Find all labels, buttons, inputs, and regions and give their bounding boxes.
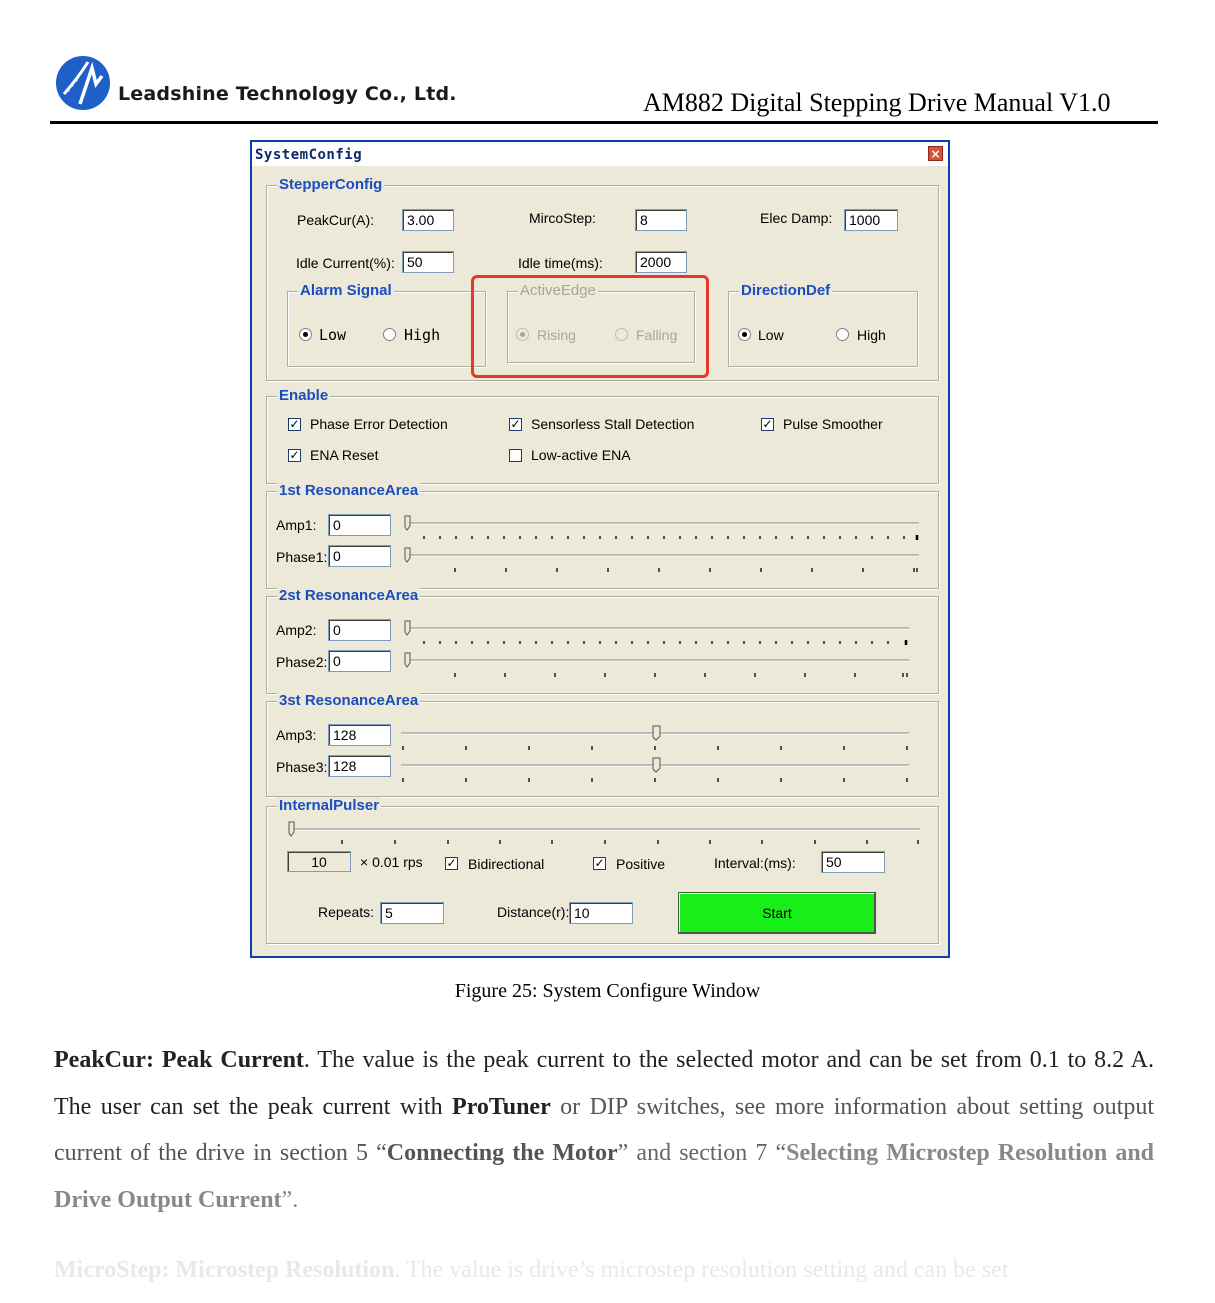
distance-input[interactable]: 10 (569, 902, 633, 924)
peakcur-text-4: ”. (281, 1186, 299, 1213)
direction-low-radio[interactable] (738, 328, 751, 341)
peakcur-paragraph (54, 1037, 1154, 1223)
interval-input[interactable]: 50 (821, 851, 885, 873)
active-edge-label: ActiveEdge (520, 282, 596, 299)
direction-high-label: High (857, 327, 886, 343)
sensorless-stall-detection-checkbox[interactable]: ✓ (510, 417, 521, 431)
dialog-titlebar[interactable] (252, 142, 948, 166)
idle-current-label: Idle Current(%): (296, 255, 395, 271)
amp1-input[interactable]: 0 (328, 514, 391, 536)
protuner-term: ProTuner (452, 1093, 551, 1120)
peakcur-text-1: . The value is the peak current to the selected motor and can be set from 0.1 to 8.2 A. The user can set the peak current with (54, 1047, 1155, 1120)
bidirectional-label: Bidirectional (468, 856, 545, 872)
connecting-motor-ref: Connecting the Motor (386, 1140, 618, 1166)
microstep-paragraph (54, 1247, 1154, 1294)
microstep-label: MircoStep: (529, 210, 596, 226)
repeats-label: Repeats: (318, 904, 375, 920)
document-title: AM882 Digital Stepping Drive Manual V1.0 (643, 88, 1111, 117)
phase2-label: Phase2: (276, 654, 328, 670)
bidirectional-checkbox[interactable]: ✓ (446, 856, 457, 870)
resonance-area-2-label: 2st ResonanceArea (279, 587, 419, 604)
pulser-speed-unit: × 0.01 rps (360, 854, 423, 870)
amp1-label: Amp1: (276, 517, 317, 533)
peakcur-text-2: or DIP switches, see more information about setting output current of the drive in section 5 “ (54, 1093, 1155, 1166)
resonance-area-1-label: 1st ResonanceArea (279, 482, 419, 499)
company-name: Leadshine Technology Co., Ltd. (118, 83, 457, 105)
amp2-input[interactable]: 0 (328, 619, 391, 641)
edge-falling-label: Falling (636, 327, 678, 343)
peakcur-text-3: ” and section 7 “ (617, 1140, 787, 1166)
dialog-title: SystemConfig (255, 147, 363, 163)
alarm-signal-label: Alarm Signal (300, 282, 392, 299)
direction-low-label: Low (758, 327, 784, 343)
phase-error-detection-checkbox[interactable]: ✓ (289, 417, 300, 431)
pulser-speed-value: 10 (287, 851, 351, 872)
phase1-label: Phase1: (276, 549, 328, 565)
positive-label: Positive (616, 856, 666, 872)
idle-time-input[interactable]: 2000 (635, 251, 687, 273)
repeats-input[interactable]: 5 (380, 902, 444, 924)
idle-current-input[interactable]: 50 (402, 251, 454, 273)
pulse-smoother-label: Pulse Smoother (783, 416, 883, 432)
selecting-microstep-ref: Selecting Microstep Resolution and Drive Output Current (54, 1140, 1155, 1213)
direction-high-radio[interactable] (836, 328, 849, 341)
distance-label: Distance(r): (497, 904, 570, 920)
ena-reset-checkbox[interactable]: ✓ (289, 448, 300, 462)
amp3-input[interactable]: 128 (328, 724, 391, 746)
ena-reset-label: ENA Reset (310, 447, 379, 463)
phase1-input[interactable]: 0 (328, 545, 391, 567)
microstep-text-1: . The value is drive’s microstep resolution setting and can be set (394, 1257, 1009, 1283)
system-config-dialog (250, 140, 950, 958)
active-edge-highlight-box (471, 275, 709, 378)
figure-caption: Figure 25: System Configure Window (454, 980, 761, 1002)
phase1-slider[interactable] (402, 544, 924, 584)
peak-current-input[interactable]: 3.00 (402, 209, 454, 231)
elec-damp-label: Elec Damp: (760, 210, 833, 226)
amp3-label: Amp3: (276, 727, 317, 743)
amp2-label: Amp2: (276, 622, 317, 638)
stepper-config-label: StepperConfig (279, 176, 383, 193)
phase3-input[interactable]: 128 (328, 755, 391, 777)
peak-current-label: PeakCur(A): (297, 212, 375, 228)
header-rule (50, 121, 1158, 124)
phase3-label: Phase3: (276, 759, 328, 775)
low-active-ena-checkbox[interactable] (509, 449, 522, 462)
direction-def-group (728, 282, 918, 367)
phase-error-detection-label: Phase Error Detection (310, 416, 448, 432)
positive-checkbox[interactable]: ✓ (594, 856, 605, 870)
internal-pulser-label: InternalPulser (279, 797, 380, 814)
phase3-slider[interactable] (398, 754, 912, 794)
edge-rising-label: Rising (537, 327, 576, 343)
enable-group (266, 387, 939, 484)
alarm-low-radio[interactable] (299, 328, 312, 341)
direction-def-label: DirectionDef (741, 282, 831, 299)
sensorless-stall-detection-label: Sensorless Stall Detection (531, 416, 695, 432)
peakcur-term: PeakCur: Peak Current (54, 1047, 304, 1073)
microstep-input[interactable]: 8 (635, 209, 687, 231)
idle-time-label: Idle time(ms): (518, 255, 603, 271)
alarm-low-label: Low (319, 326, 347, 344)
pulser-speed-slider[interactable] (286, 818, 926, 852)
phase2-input[interactable]: 0 (328, 650, 391, 672)
interval-label: Interval:(ms): (714, 855, 796, 871)
phase2-slider[interactable] (402, 649, 912, 689)
alarm-high-label: High (404, 326, 441, 344)
low-active-ena-label: Low-active ENA (531, 447, 631, 463)
elec-damp-input[interactable]: 1000 (844, 209, 898, 231)
leadshine-logo-icon (54, 54, 112, 112)
start-button[interactable]: Start (678, 892, 876, 934)
microstep-term: MicroStep: Microstep Resolution (54, 1257, 395, 1283)
resonance-area-3-label: 3st ResonanceArea (279, 692, 419, 709)
pulse-smoother-checkbox[interactable]: ✓ (762, 417, 773, 431)
close-button[interactable]: × (928, 146, 943, 161)
enable-label: Enable (279, 387, 329, 404)
alarm-high-radio[interactable] (383, 328, 396, 341)
